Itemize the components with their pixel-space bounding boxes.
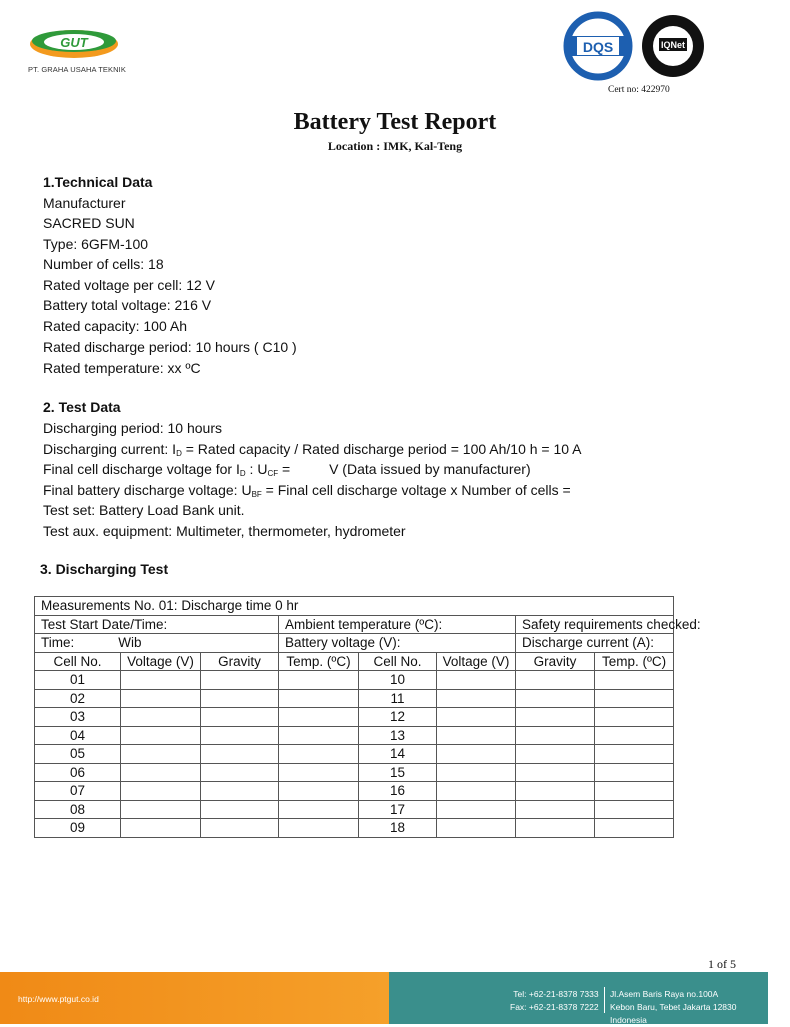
reading-input-cell[interactable] xyxy=(516,726,595,745)
footer-website[interactable]: http://www.ptgut.co.id xyxy=(18,994,99,1004)
reading-input-cell[interactable] xyxy=(201,708,279,727)
reading-input-cell[interactable] xyxy=(437,763,516,782)
reading-input-cell[interactable] xyxy=(279,745,359,764)
tech-line: Manufacturer xyxy=(43,195,126,211)
reading-input-cell[interactable] xyxy=(437,726,516,745)
column-header: Temp. (ºC) xyxy=(279,652,359,671)
reading-input-cell[interactable] xyxy=(516,708,595,727)
table-row xyxy=(35,726,674,745)
reading-input-cell[interactable] xyxy=(516,763,595,782)
column-header: Gravity xyxy=(516,652,595,671)
iqnet-icon xyxy=(642,15,704,77)
footer-divider xyxy=(604,987,605,1013)
cell-number: 09 xyxy=(35,819,121,838)
reading-input-cell[interactable] xyxy=(279,708,359,727)
table-row xyxy=(35,782,674,801)
reading-input-cell[interactable] xyxy=(595,671,674,690)
table-row xyxy=(35,763,674,782)
cell-number: 17 xyxy=(359,800,437,819)
reading-input-cell[interactable] xyxy=(595,800,674,819)
table-info-row xyxy=(35,597,674,616)
cell-number: 07 xyxy=(35,782,121,801)
test-start-cell[interactable]: Test Start Date/Time: xyxy=(35,615,279,634)
reading-input-cell[interactable] xyxy=(121,763,201,782)
reading-input-cell[interactable] xyxy=(437,819,516,838)
reading-input-cell[interactable] xyxy=(201,689,279,708)
reading-input-cell[interactable] xyxy=(201,671,279,690)
reading-input-cell[interactable] xyxy=(516,800,595,819)
cell-number: 02 xyxy=(35,689,121,708)
page-number: 1 of 5 xyxy=(708,957,736,971)
reading-input-cell[interactable] xyxy=(121,726,201,745)
discharge-table xyxy=(34,596,701,838)
footer-address-block xyxy=(610,988,768,1027)
table-info-row xyxy=(35,634,674,653)
reading-input-cell[interactable] xyxy=(201,800,279,819)
cell-number: 06 xyxy=(35,763,121,782)
tech-line: Number of cells: 18 xyxy=(43,256,164,272)
svg-text:IQNet: IQNet xyxy=(660,40,686,50)
reading-input-cell[interactable] xyxy=(516,819,595,838)
reading-input-cell[interactable] xyxy=(279,726,359,745)
reading-input-cell[interactable] xyxy=(595,689,674,708)
column-header: Cell No. xyxy=(359,652,437,671)
reading-input-cell[interactable] xyxy=(437,800,516,819)
reading-input-cell[interactable] xyxy=(121,819,201,838)
reading-input-cell[interactable] xyxy=(201,726,279,745)
reading-input-cell[interactable] xyxy=(595,782,674,801)
table-info-row xyxy=(35,615,674,634)
report-title: Battery Test Report xyxy=(293,109,497,135)
reading-input-cell[interactable] xyxy=(595,708,674,727)
tech-line: Battery total voltage: 216 V xyxy=(43,297,212,313)
footer-address-line: Jl.Asem Baris Raya no.100A xyxy=(610,989,719,999)
test-line: Final cell discharge voltage for $I_D$ : $U_{CF}$ = V (Data issued by manufacturer) xyxy=(43,461,531,478)
reading-input-cell[interactable] xyxy=(279,782,359,801)
tech-line: Rated temperature: xx ºC xyxy=(43,360,201,376)
reading-input-cell[interactable] xyxy=(201,763,279,782)
footer-tel: Tel: +62-21-8378 7333 xyxy=(513,989,599,999)
cell-number: 18 xyxy=(359,819,437,838)
test-line: Discharging period: 10 hours xyxy=(43,420,222,436)
reading-input-cell[interactable] xyxy=(201,819,279,838)
reading-input-cell[interactable] xyxy=(595,726,674,745)
report-location: Location : IMK, Kal-Teng xyxy=(327,139,463,153)
reading-input-cell[interactable] xyxy=(595,763,674,782)
cell-number: 01 xyxy=(35,671,121,690)
table-row xyxy=(35,689,674,708)
reading-input-cell[interactable] xyxy=(121,708,201,727)
reading-input-cell[interactable] xyxy=(279,689,359,708)
cell-number: 05 xyxy=(35,745,121,764)
cell-number: 11 xyxy=(359,689,437,708)
cell-number: 13 xyxy=(359,726,437,745)
tech-line: Rated discharge period: 10 hours ( C10 ) xyxy=(43,339,297,355)
reading-input-cell[interactable] xyxy=(201,782,279,801)
reading-input-cell[interactable] xyxy=(437,745,516,764)
reading-input-cell[interactable] xyxy=(516,745,595,764)
tech-line: SACRED SUN xyxy=(43,215,135,231)
cell-number: 10 xyxy=(359,671,437,690)
table-row xyxy=(35,671,674,690)
discharge-current-cell[interactable]: Discharge current (A): xyxy=(516,634,674,653)
reading-input-cell[interactable] xyxy=(437,689,516,708)
reading-input-cell[interactable] xyxy=(595,819,674,838)
reading-input-cell[interactable] xyxy=(121,689,201,708)
test-line: Test set: Battery Load Bank unit. xyxy=(43,502,245,518)
cell-number: 15 xyxy=(359,763,437,782)
test-line: Final battery discharge voltage: $U_{BF}$ = Final cell discharge voltage x Number of cells = xyxy=(43,482,571,499)
cell-number: 12 xyxy=(359,708,437,727)
footer-address-line: Kebon Baru, Tebet Jakarta 12830 Indonesia xyxy=(610,1002,737,1025)
cell-number: 16 xyxy=(359,782,437,801)
table-header-row xyxy=(35,652,674,671)
test-line: Test aux. equipment: Multimeter, thermometer, hydrometer xyxy=(43,523,406,539)
tech-line: Type: 6GFM-100 xyxy=(43,236,149,252)
measurements-cell: Measurements No. 01: Discharge time 0 hr xyxy=(35,597,674,616)
time-cell[interactable]: Time: Wib xyxy=(35,634,279,653)
tech-line: Rated capacity: 100 Ah xyxy=(43,318,187,334)
reading-input-cell[interactable] xyxy=(595,745,674,764)
company-name: PT. GRAHA USAHA TEKNIK xyxy=(28,65,126,74)
column-header: Voltage (V) xyxy=(121,652,201,671)
section-discharging-test-heading: 3. Discharging Test xyxy=(40,561,169,577)
reading-input-cell[interactable] xyxy=(516,782,595,801)
table-row xyxy=(35,745,674,764)
safety-cell[interactable]: Safety requirements checked: xyxy=(516,615,674,634)
reading-input-cell[interactable] xyxy=(437,671,516,690)
svg-text:DQS: DQS xyxy=(582,39,614,55)
ambient-temp-cell[interactable]: Ambient temperature (ºC): xyxy=(279,615,516,634)
cert-number: Cert no: 422970 xyxy=(608,85,670,95)
reading-input-cell[interactable] xyxy=(437,708,516,727)
reading-input-cell[interactable] xyxy=(121,800,201,819)
table-row xyxy=(35,819,674,838)
reading-input-cell[interactable] xyxy=(437,782,516,801)
column-header: Voltage (V) xyxy=(437,652,516,671)
reading-input-cell[interactable] xyxy=(121,782,201,801)
footer-fax: Fax: +62-21-8378 7222 xyxy=(510,1002,599,1012)
reading-input-cell[interactable] xyxy=(516,689,595,708)
column-header: Gravity xyxy=(201,652,279,671)
reading-input-cell[interactable] xyxy=(279,800,359,819)
table-row xyxy=(35,708,674,727)
cell-number: 04 xyxy=(35,726,121,745)
table-row xyxy=(35,800,674,819)
reading-input-cell[interactable] xyxy=(279,819,359,838)
tech-line: Rated voltage per cell: 12 V xyxy=(43,277,215,293)
reading-input-cell[interactable] xyxy=(279,671,359,690)
cell-number: 08 xyxy=(35,800,121,819)
test-line: Discharging current: $I_D$ = Rated capacity / Rated discharge period = 100 Ah/10 h = 10 A xyxy=(43,441,582,458)
section-test-data-heading: 2. Test Data xyxy=(43,399,121,415)
cell-number: 03 xyxy=(35,708,121,727)
reading-input-cell[interactable] xyxy=(201,745,279,764)
section-technical-data-heading: 1.Technical Data xyxy=(43,174,153,190)
cell-number: 14 xyxy=(359,745,437,764)
certification-logos xyxy=(563,13,708,83)
footer-phone-block xyxy=(510,988,599,1014)
reading-input-cell[interactable] xyxy=(279,763,359,782)
column-header: Temp. (ºC) xyxy=(595,652,674,671)
column-header: Cell No. xyxy=(35,652,121,671)
dqs-iso-9001-icon xyxy=(566,15,630,77)
reading-input-cell[interactable] xyxy=(516,671,595,690)
reading-input-cell[interactable] xyxy=(121,745,201,764)
reading-input-cell[interactable] xyxy=(121,671,201,690)
battery-voltage-cell[interactable]: Battery voltage (V): xyxy=(279,634,516,653)
logo-text: GUT xyxy=(60,35,88,50)
